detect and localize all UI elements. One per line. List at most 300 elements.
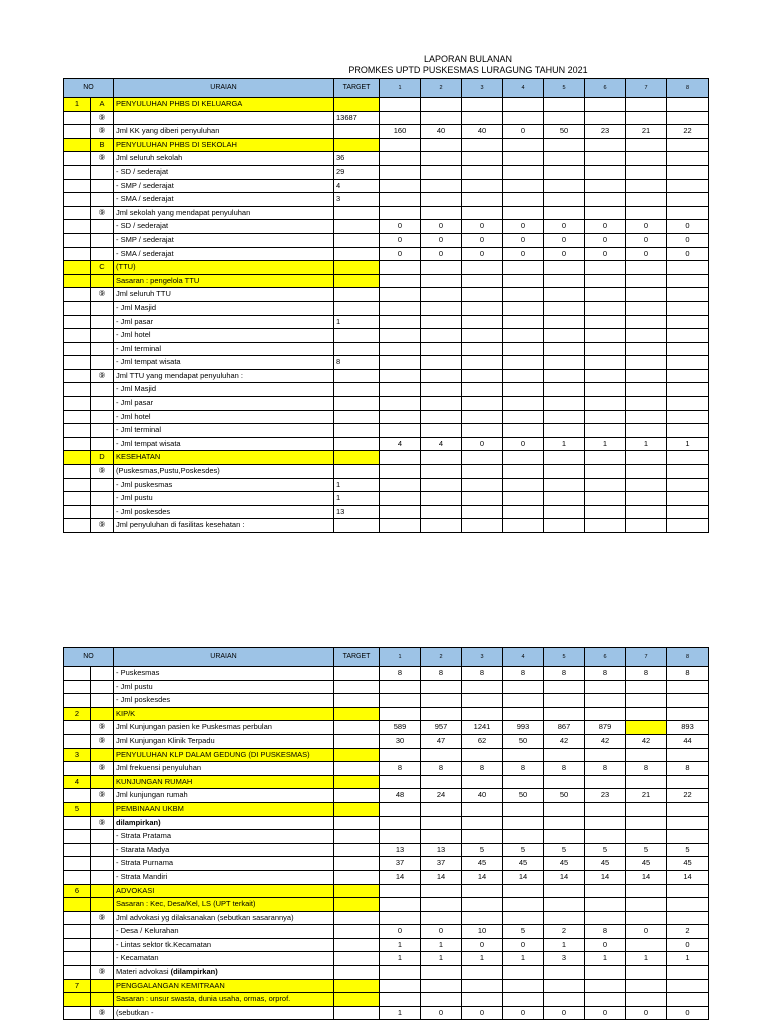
row-month-6 bbox=[585, 274, 626, 288]
row-month-8 bbox=[667, 356, 709, 370]
row-month-1: 37 bbox=[380, 857, 421, 871]
row-month-5: 8 bbox=[544, 762, 585, 776]
row-month-3 bbox=[462, 193, 503, 207]
table-row bbox=[64, 329, 709, 343]
row-number bbox=[64, 397, 91, 411]
row-number bbox=[64, 465, 91, 479]
row-number bbox=[64, 680, 91, 694]
row-month-1 bbox=[380, 288, 421, 302]
row-month-8: 22 bbox=[667, 789, 709, 803]
table-row bbox=[64, 925, 709, 939]
row-target bbox=[334, 816, 380, 830]
report-subtitle: PROMKES UPTD PUSKESMAS LURAGUNG TAHUN 2021 bbox=[348, 65, 588, 75]
row-month-4 bbox=[503, 410, 544, 424]
row-month-4: 14 bbox=[503, 870, 544, 884]
row-month-7: 14 bbox=[626, 870, 667, 884]
table-row bbox=[64, 667, 709, 681]
row-month-2: 0 bbox=[421, 925, 462, 939]
row-month-1 bbox=[380, 261, 421, 275]
header-month-6: 6 bbox=[585, 79, 626, 98]
row-number: 7 bbox=[64, 979, 91, 993]
row-month-3: 1 bbox=[462, 952, 503, 966]
row-month-4 bbox=[503, 98, 544, 112]
row-month-3 bbox=[462, 816, 503, 830]
row-month-4: 0 bbox=[503, 247, 544, 261]
row-sub bbox=[91, 165, 114, 179]
table-row bbox=[64, 762, 709, 776]
row-month-7: 21 bbox=[626, 789, 667, 803]
row-month-2 bbox=[421, 505, 462, 519]
row-uraian: - Puskesmas bbox=[114, 667, 334, 681]
table-row bbox=[64, 165, 709, 179]
row-uraian: Jml seluruh sekolah bbox=[114, 152, 334, 166]
row-month-2 bbox=[421, 261, 462, 275]
row-month-4: 50 bbox=[503, 789, 544, 803]
header-month-2: 2 bbox=[421, 79, 462, 98]
row-month-4 bbox=[503, 478, 544, 492]
row-sub bbox=[91, 667, 114, 681]
row-month-5 bbox=[544, 911, 585, 925]
row-month-1: 1 bbox=[380, 1006, 421, 1020]
row-month-3 bbox=[462, 397, 503, 411]
row-month-8 bbox=[667, 288, 709, 302]
row-month-1 bbox=[380, 410, 421, 424]
table-row bbox=[64, 356, 709, 370]
header-month-3: 3 bbox=[462, 79, 503, 98]
row-month-1: 1 bbox=[380, 938, 421, 952]
row-uraian: Jml penyuluhan di fasilitas kesehatan : bbox=[114, 519, 334, 533]
row-month-8 bbox=[667, 492, 709, 506]
header-month-8: 8 bbox=[667, 648, 709, 667]
row-sub bbox=[91, 315, 114, 329]
row-month-2 bbox=[421, 775, 462, 789]
row-month-1 bbox=[380, 424, 421, 438]
row-month-8 bbox=[667, 315, 709, 329]
row-month-1 bbox=[380, 816, 421, 830]
row-sub bbox=[91, 329, 114, 343]
row-month-8 bbox=[667, 165, 709, 179]
row-month-6 bbox=[585, 966, 626, 980]
row-month-7 bbox=[626, 288, 667, 302]
row-month-3: 14 bbox=[462, 870, 503, 884]
row-month-1 bbox=[380, 775, 421, 789]
row-month-1: 0 bbox=[380, 233, 421, 247]
row-sub bbox=[91, 680, 114, 694]
row-target: 8 bbox=[334, 356, 380, 370]
row-month-8 bbox=[667, 98, 709, 112]
row-number bbox=[64, 165, 91, 179]
header-month-1: 1 bbox=[380, 79, 421, 98]
row-number bbox=[64, 138, 91, 152]
row-sub bbox=[91, 802, 114, 816]
row-month-5 bbox=[544, 816, 585, 830]
row-number bbox=[64, 789, 91, 803]
row-uraian: Materi advokasi (dilampirkan) bbox=[114, 966, 334, 980]
row-month-1 bbox=[380, 465, 421, 479]
row-month-2 bbox=[421, 966, 462, 980]
row-month-3 bbox=[462, 465, 503, 479]
row-month-4 bbox=[503, 383, 544, 397]
row-uraian: - Desa / Kelurahan bbox=[114, 925, 334, 939]
row-month-6: 0 bbox=[585, 247, 626, 261]
row-month-4 bbox=[503, 206, 544, 220]
row-month-6 bbox=[585, 206, 626, 220]
row-month-8 bbox=[667, 802, 709, 816]
row-month-4: 5 bbox=[503, 925, 544, 939]
row-month-3: 0 bbox=[462, 233, 503, 247]
row-month-7 bbox=[626, 138, 667, 152]
row-month-5 bbox=[544, 993, 585, 1007]
row-month-2 bbox=[421, 898, 462, 912]
row-uraian: (Puskesmas,Pustu,Poskesdes) bbox=[114, 465, 334, 479]
row-uraian: - Jml poskesdes bbox=[114, 505, 334, 519]
row-month-8: 45 bbox=[667, 857, 709, 871]
row-month-8: 1 bbox=[667, 952, 709, 966]
row-month-7 bbox=[626, 465, 667, 479]
row-month-2: 8 bbox=[421, 667, 462, 681]
row-sub: ⑨ bbox=[91, 288, 114, 302]
row-target bbox=[334, 125, 380, 139]
row-number bbox=[64, 369, 91, 383]
row-month-2 bbox=[421, 383, 462, 397]
row-month-3: 40 bbox=[462, 125, 503, 139]
row-month-5: 1 bbox=[544, 938, 585, 952]
row-month-2 bbox=[421, 979, 462, 993]
row-target bbox=[334, 274, 380, 288]
row-month-7 bbox=[626, 478, 667, 492]
row-uraian: Sasaran : unsur swasta, dunia usaha, ormas, orprof. bbox=[114, 993, 334, 1007]
row-month-3 bbox=[462, 884, 503, 898]
row-month-6 bbox=[585, 261, 626, 275]
row-sub: ⑨ bbox=[91, 369, 114, 383]
row-month-5 bbox=[544, 397, 585, 411]
row-month-3: 0 bbox=[462, 938, 503, 952]
row-uraian: Jml kunjungan rumah bbox=[114, 789, 334, 803]
table-row bbox=[64, 748, 709, 762]
row-sub bbox=[91, 193, 114, 207]
row-month-6 bbox=[585, 301, 626, 315]
row-month-2 bbox=[421, 111, 462, 125]
row-number bbox=[64, 870, 91, 884]
row-month-5 bbox=[544, 193, 585, 207]
row-uraian: KESEHATAN bbox=[114, 451, 334, 465]
row-month-8: 8 bbox=[667, 667, 709, 681]
row-month-7 bbox=[626, 830, 667, 844]
row-month-2 bbox=[421, 329, 462, 343]
row-month-2 bbox=[421, 802, 462, 816]
row-month-7: 0 bbox=[626, 233, 667, 247]
row-month-7 bbox=[626, 966, 667, 980]
row-month-5: 0 bbox=[544, 247, 585, 261]
row-month-8 bbox=[667, 342, 709, 356]
row-month-3 bbox=[462, 966, 503, 980]
row-month-2 bbox=[421, 707, 462, 721]
table-row bbox=[64, 694, 709, 708]
table-row bbox=[64, 830, 709, 844]
row-month-5 bbox=[544, 165, 585, 179]
row-month-4 bbox=[503, 342, 544, 356]
row-uraian: - Jml tempat wisata bbox=[114, 356, 334, 370]
row-target bbox=[334, 451, 380, 465]
row-month-5 bbox=[544, 301, 585, 315]
row-month-3 bbox=[462, 111, 503, 125]
row-month-2: 13 bbox=[421, 843, 462, 857]
row-target bbox=[334, 342, 380, 356]
report-table-1 bbox=[63, 78, 709, 533]
row-month-3 bbox=[462, 369, 503, 383]
row-month-4 bbox=[503, 898, 544, 912]
row-month-4 bbox=[503, 802, 544, 816]
row-sub bbox=[91, 410, 114, 424]
row-month-6 bbox=[585, 465, 626, 479]
row-month-7 bbox=[626, 397, 667, 411]
row-month-8 bbox=[667, 505, 709, 519]
row-sub: ⑨ bbox=[91, 111, 114, 125]
row-month-6: 23 bbox=[585, 789, 626, 803]
row-month-7 bbox=[626, 979, 667, 993]
row-month-7 bbox=[626, 315, 667, 329]
row-target bbox=[334, 667, 380, 681]
row-month-6 bbox=[585, 478, 626, 492]
header-month-2: 2 bbox=[421, 648, 462, 667]
row-number: 3 bbox=[64, 748, 91, 762]
row-month-3 bbox=[462, 830, 503, 844]
row-month-4: 5 bbox=[503, 843, 544, 857]
row-month-1 bbox=[380, 356, 421, 370]
row-number bbox=[64, 694, 91, 708]
row-month-7 bbox=[626, 492, 667, 506]
row-month-4: 0 bbox=[503, 1006, 544, 1020]
row-uraian: - Jml Masjid bbox=[114, 383, 334, 397]
row-month-7 bbox=[626, 206, 667, 220]
table-row bbox=[64, 680, 709, 694]
row-month-2 bbox=[421, 993, 462, 1007]
row-month-6 bbox=[585, 694, 626, 708]
row-month-6 bbox=[585, 424, 626, 438]
row-month-8 bbox=[667, 193, 709, 207]
row-month-2: 47 bbox=[421, 734, 462, 748]
row-month-1 bbox=[380, 138, 421, 152]
row-month-2: 0 bbox=[421, 247, 462, 261]
row-target bbox=[334, 206, 380, 220]
header-month-7: 7 bbox=[626, 79, 667, 98]
row-sub: ⑨ bbox=[91, 519, 114, 533]
row-month-6: 8 bbox=[585, 762, 626, 776]
row-month-4 bbox=[503, 911, 544, 925]
row-sub bbox=[91, 979, 114, 993]
row-target bbox=[334, 424, 380, 438]
row-month-3 bbox=[462, 748, 503, 762]
row-number bbox=[64, 505, 91, 519]
row-month-5 bbox=[544, 98, 585, 112]
row-target: 4 bbox=[334, 179, 380, 193]
row-month-2 bbox=[421, 342, 462, 356]
row-month-3 bbox=[462, 356, 503, 370]
row-month-3 bbox=[462, 342, 503, 356]
row-month-2: 37 bbox=[421, 857, 462, 871]
table-row bbox=[64, 870, 709, 884]
row-target bbox=[334, 247, 380, 261]
row-month-6 bbox=[585, 911, 626, 925]
row-month-1 bbox=[380, 694, 421, 708]
row-sub: ⑨ bbox=[91, 152, 114, 166]
header-month-4: 4 bbox=[503, 648, 544, 667]
row-month-7 bbox=[626, 898, 667, 912]
row-month-7 bbox=[626, 179, 667, 193]
row-month-8 bbox=[667, 694, 709, 708]
row-month-1 bbox=[380, 98, 421, 112]
table-row bbox=[64, 707, 709, 721]
row-month-7 bbox=[626, 505, 667, 519]
row-month-2 bbox=[421, 274, 462, 288]
row-month-5 bbox=[544, 274, 585, 288]
row-uraian: - SMP / sederajat bbox=[114, 233, 334, 247]
row-month-8 bbox=[667, 519, 709, 533]
row-month-8 bbox=[667, 707, 709, 721]
row-target bbox=[334, 383, 380, 397]
row-target bbox=[334, 802, 380, 816]
row-month-8 bbox=[667, 261, 709, 275]
row-month-6: 879 bbox=[585, 721, 626, 735]
row-target bbox=[334, 979, 380, 993]
row-month-6 bbox=[585, 369, 626, 383]
row-month-4: 0 bbox=[503, 220, 544, 234]
row-month-8 bbox=[667, 966, 709, 980]
row-number bbox=[64, 261, 91, 275]
row-month-6 bbox=[585, 707, 626, 721]
row-month-7 bbox=[626, 451, 667, 465]
row-month-8: 8 bbox=[667, 762, 709, 776]
table-row bbox=[64, 898, 709, 912]
row-month-1: 1 bbox=[380, 952, 421, 966]
row-month-5 bbox=[544, 383, 585, 397]
row-month-2: 24 bbox=[421, 789, 462, 803]
row-month-1 bbox=[380, 707, 421, 721]
row-month-2: 14 bbox=[421, 870, 462, 884]
row-month-4: 0 bbox=[503, 938, 544, 952]
row-target bbox=[334, 98, 380, 112]
table-row bbox=[64, 152, 709, 166]
row-number bbox=[64, 667, 91, 681]
row-month-1 bbox=[380, 179, 421, 193]
row-month-8 bbox=[667, 898, 709, 912]
table-row bbox=[64, 802, 709, 816]
row-sub: ⑨ bbox=[91, 911, 114, 925]
table-row bbox=[64, 193, 709, 207]
row-month-1 bbox=[380, 165, 421, 179]
row-month-8 bbox=[667, 152, 709, 166]
row-uraian: PEMBINAAN UKBM bbox=[114, 802, 334, 816]
row-month-8 bbox=[667, 424, 709, 438]
row-target bbox=[334, 762, 380, 776]
row-month-8 bbox=[667, 465, 709, 479]
row-month-2: 0 bbox=[421, 220, 462, 234]
bold-text: (dilampirkan) bbox=[170, 967, 218, 977]
table-row bbox=[64, 315, 709, 329]
row-month-5 bbox=[544, 898, 585, 912]
row-month-1: 0 bbox=[380, 925, 421, 939]
row-month-3 bbox=[462, 383, 503, 397]
row-target: 1 bbox=[334, 492, 380, 506]
row-month-4: 993 bbox=[503, 721, 544, 735]
row-month-6 bbox=[585, 898, 626, 912]
row-number bbox=[64, 734, 91, 748]
row-sub: ⑨ bbox=[91, 734, 114, 748]
row-number bbox=[64, 152, 91, 166]
row-month-2 bbox=[421, 288, 462, 302]
row-month-5: 14 bbox=[544, 870, 585, 884]
row-month-5: 3 bbox=[544, 952, 585, 966]
row-month-6 bbox=[585, 816, 626, 830]
table-row bbox=[64, 451, 709, 465]
row-month-2 bbox=[421, 680, 462, 694]
row-sub bbox=[91, 694, 114, 708]
table-row bbox=[64, 979, 709, 993]
header-no: NO bbox=[64, 648, 114, 667]
row-month-3 bbox=[462, 775, 503, 789]
row-month-1 bbox=[380, 274, 421, 288]
row-target bbox=[334, 925, 380, 939]
row-month-8 bbox=[667, 274, 709, 288]
row-number bbox=[64, 125, 91, 139]
row-month-5 bbox=[544, 979, 585, 993]
row-sub bbox=[91, 505, 114, 519]
table-row bbox=[64, 179, 709, 193]
row-month-5 bbox=[544, 478, 585, 492]
row-month-8 bbox=[667, 775, 709, 789]
row-month-4 bbox=[503, 193, 544, 207]
row-month-6: 23 bbox=[585, 125, 626, 139]
row-month-2 bbox=[421, 451, 462, 465]
row-month-7: 0 bbox=[626, 925, 667, 939]
row-month-5: 1 bbox=[544, 437, 585, 451]
row-month-3 bbox=[462, 424, 503, 438]
row-month-5 bbox=[544, 465, 585, 479]
row-month-5 bbox=[544, 315, 585, 329]
header-uraian: URAIAN bbox=[114, 79, 334, 98]
row-month-6: 0 bbox=[585, 1006, 626, 1020]
row-sub bbox=[91, 707, 114, 721]
row-month-1: 8 bbox=[380, 762, 421, 776]
row-month-2 bbox=[421, 301, 462, 315]
row-number bbox=[64, 356, 91, 370]
row-month-4: 8 bbox=[503, 667, 544, 681]
row-number bbox=[64, 193, 91, 207]
row-month-6: 0 bbox=[585, 938, 626, 952]
row-month-1 bbox=[380, 397, 421, 411]
row-month-4 bbox=[503, 301, 544, 315]
row-month-4 bbox=[503, 369, 544, 383]
table-row bbox=[64, 138, 709, 152]
row-number bbox=[64, 492, 91, 506]
row-month-7 bbox=[626, 369, 667, 383]
row-month-4 bbox=[503, 979, 544, 993]
row-month-8: 893 bbox=[667, 721, 709, 735]
header-month-7: 7 bbox=[626, 648, 667, 667]
row-month-1 bbox=[380, 111, 421, 125]
row-uraian: Jml TTU yang mendapat penyuluhan : bbox=[114, 369, 334, 383]
row-month-6 bbox=[585, 492, 626, 506]
row-month-7 bbox=[626, 721, 667, 735]
row-sub: ⑨ bbox=[91, 721, 114, 735]
table-row bbox=[64, 369, 709, 383]
row-month-7: 5 bbox=[626, 843, 667, 857]
row-month-6 bbox=[585, 993, 626, 1007]
row-month-2 bbox=[421, 165, 462, 179]
table-row bbox=[64, 424, 709, 438]
row-month-6 bbox=[585, 315, 626, 329]
row-month-7 bbox=[626, 775, 667, 789]
